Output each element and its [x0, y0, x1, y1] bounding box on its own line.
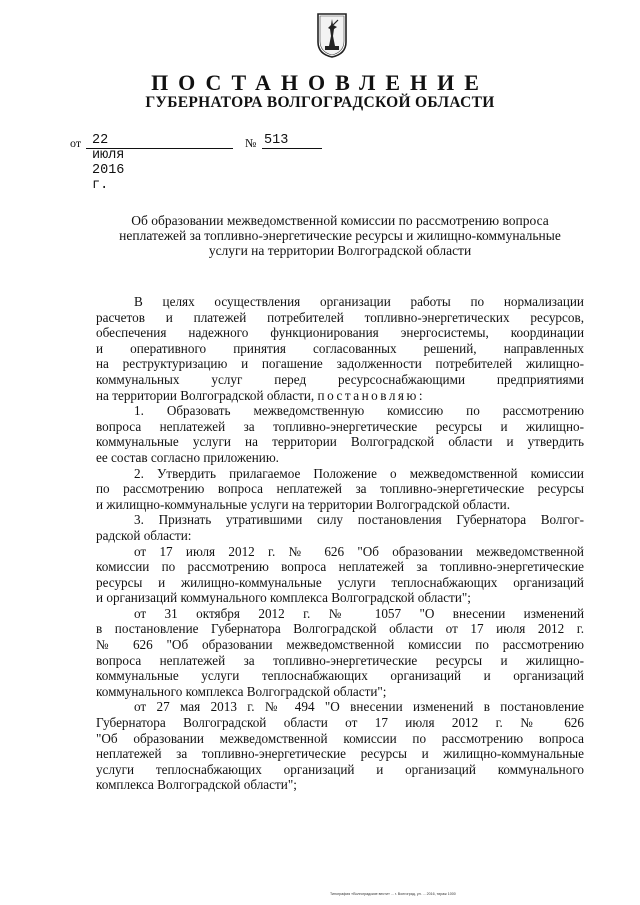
preamble-line: на реструктуризацию и погашение задолженности потребителей жилищно- [96, 356, 584, 372]
repealed-ref-3-line: услуги теплоснабжающих организаций и организаций коммунального [96, 761, 584, 777]
repealed-ref-2-line: коммунального комплекса Волгоградской области"; [96, 683, 387, 699]
item-2-line: 2. Утвердить прилагаемое Положение о межведомственной комиссии [134, 465, 584, 481]
repealed-ref-3-line: от 27 мая 2013 г. № 494 "О внесении изменений в постановление [134, 699, 584, 715]
repealed-ref-1-line: комиссии по рассмотрению вопроса неплатежей за топливно-энергетические [96, 559, 584, 575]
repealed-ref-2-line: от 31 октября 2012 г. № 1057 "О внесении изменений [134, 605, 584, 621]
subject-line: Об образовании межведомственной комиссии по рассмотрению вопроса [131, 213, 549, 228]
item-1-line: ее состав согласно приложению. [96, 449, 279, 465]
preamble-line: В целях осуществления организации работы по нормализации [134, 294, 584, 309]
repealed-ref-2-line: вопроса неплатежей за топливно-энергетические ресурсы и жилищно- [96, 652, 584, 668]
subject-line: услуги на территории Волгоградской области [208, 243, 472, 258]
repealed-ref-3-line: Губернатора Волгоградской области от 17 июля 2012 г. № 626 [96, 715, 584, 731]
repealed-ref-1-line: и организаций коммунального комплекса Волгоградской области"; [96, 590, 471, 606]
item-2-line: и жилищно-коммунальные услуги на территории Волгоградской области. [96, 496, 511, 512]
decree-body [96, 294, 584, 793]
decree-date: 22 июля 2016 г. [92, 133, 125, 193]
repealed-ref-2-line: коммунальные услуги теплоснабжающих организаций и организаций [96, 668, 584, 684]
repealed-ref-2-line: № 626 "Об образовании межведомственной комиссии по рассмотрению [96, 637, 584, 653]
printing-house-footer: Типография «Волгоградские вести» ... г. Волгоград, ул. ... 2016, тираж 1000 [330, 892, 456, 896]
repealed-ref-1-line: от 17 июля 2012 г. № 626 "Об образовании межведомственной [134, 543, 584, 559]
repealed-ref-3-line: неплатежей за топливно-энергетические ресурсы и жилищно-коммунальные [96, 746, 584, 762]
repealed-ref-1-line: ресурсы и жилищно-коммунальные услуги теплоснабжающих организаций [96, 574, 584, 590]
preamble-line: коммунальных услуг перед ресурсоснабжающими предприятиями [96, 371, 584, 387]
item-2-line: по рассмотрению вопроса неплатежей за топливно-энергетические ресурсы [96, 481, 584, 497]
repealed-ref-2-line: в постановление Губернатора Волгоградской области от 17 июля 2012 г. [96, 621, 584, 637]
volgograd-region-emblem-icon [316, 12, 348, 58]
repealed-ref-3-line: комплекса Волгоградской области"; [96, 777, 297, 793]
item-1-line: вопроса неплатежей за топливно-энергетические ресурсы и жилищно- [96, 418, 584, 434]
preamble-line: расчетов и платежей потребителей топливно-энергетических ресурсов, [96, 309, 584, 325]
preamble-line: обеспечения надежного функционирования энергосистемы, координации [96, 325, 584, 341]
document-type-title: ПОСТАНОВЛЕНИЕ [151, 70, 489, 95]
subject-line: неплатежей за топливно-энергетические ресурсы и жилищно-коммунальные [119, 228, 561, 243]
number-label: № [245, 136, 257, 150]
issuing-authority: ГУБЕРНАТОРА ВОЛГОГРАДСКОЙ ОБЛАСТИ [145, 94, 495, 111]
item-1-line: 1. Образовать межведомственную комиссию по рассмотрению [134, 403, 584, 419]
repealed-ref-3-line: "Об образовании межведомственной комиссии по рассмотрению вопроса [96, 730, 584, 746]
preamble-last-line: на территории Волгоградской области, [96, 387, 315, 403]
decree-word: постановляю: [317, 387, 425, 403]
number-underline [262, 148, 322, 149]
item-3-line: 3. Признать утратившими силу постановления Губернатора Волгог- [134, 512, 584, 528]
item-1-line: коммунальные услуги на территории Волгоградской области и утвердить [96, 434, 584, 450]
decree-number: 513 [264, 133, 289, 148]
preamble-line [96, 388, 584, 404]
preamble-line: и оперативного принятия согласованных решений, направленных [96, 340, 584, 356]
date-from-label: от [70, 136, 82, 150]
item-3-line: радской области: [96, 527, 192, 543]
decree-subject [93, 213, 587, 258]
